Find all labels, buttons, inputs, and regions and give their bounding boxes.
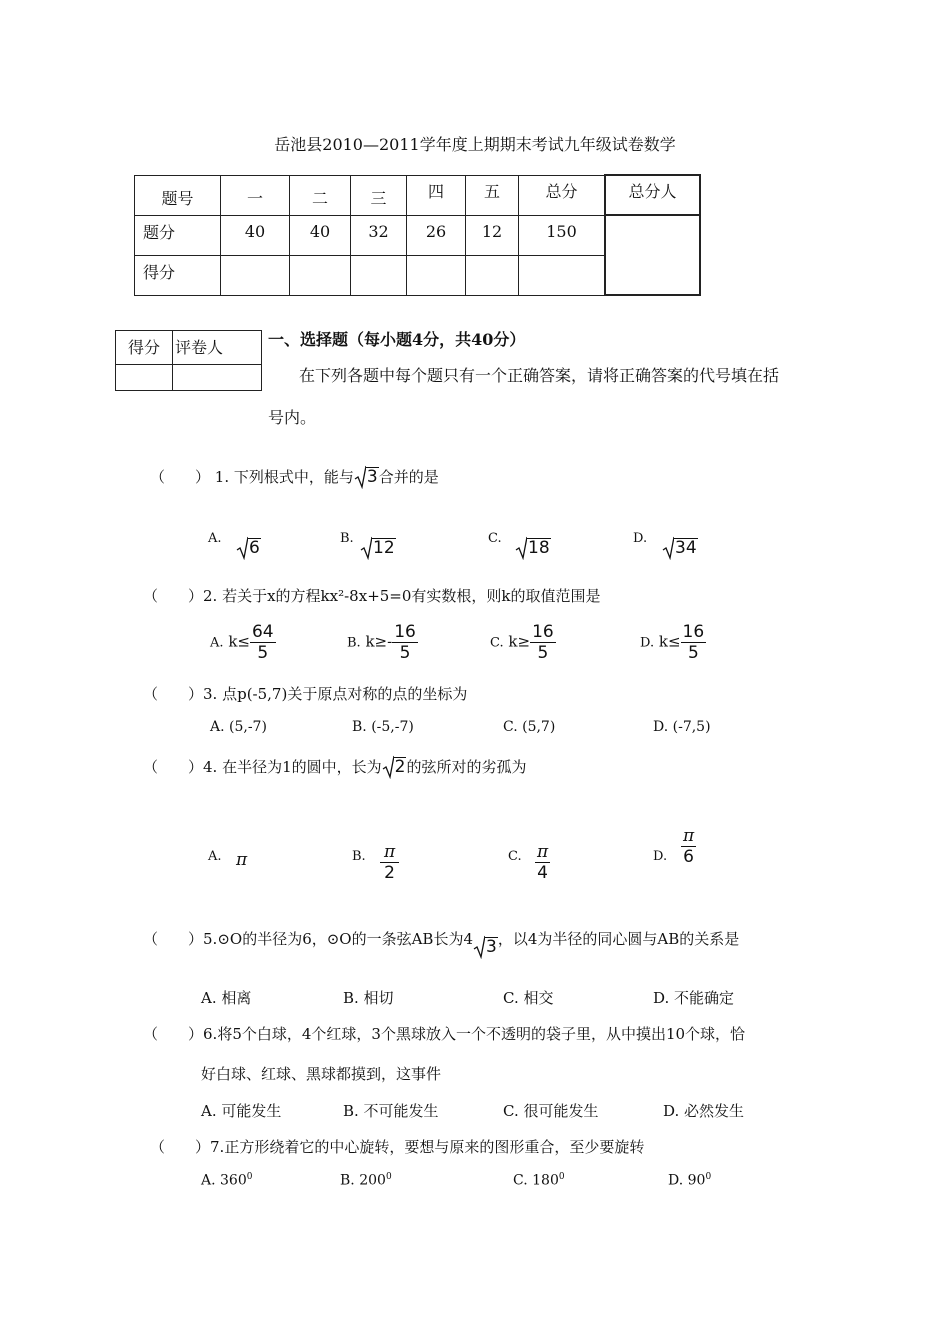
question-text: 7.正方形绕着它的中心旋转，要想与原来的图形重合，至少要旋转 bbox=[210, 1138, 645, 1156]
option-c[interactable]: C. 很可能发生 bbox=[503, 1102, 599, 1120]
option-b-value: 12 bbox=[360, 538, 396, 558]
grader-name-cell[interactable] bbox=[173, 365, 262, 391]
score-label: 得分 bbox=[135, 255, 221, 295]
score-cell[interactable] bbox=[290, 255, 351, 295]
question-6 bbox=[143, 1023, 745, 1044]
sqrt-expression: 2 bbox=[382, 757, 407, 777]
option-b[interactable]: B. 不可能发生 bbox=[343, 1102, 439, 1120]
points-cell: 32 bbox=[351, 215, 407, 255]
question-text: 1. 下列根式中，能与 bbox=[214, 468, 354, 486]
option-d[interactable]: D. bbox=[653, 849, 668, 864]
question-1 bbox=[150, 466, 439, 487]
answer-paren[interactable]: （ ） bbox=[143, 587, 204, 605]
option-a[interactable]: A. bbox=[208, 531, 222, 546]
question-6-cont: 好白球、红球、黑球都摸到，这事件 bbox=[201, 1065, 442, 1083]
question-text: 5.⊙O的半径为6，⊙O的一条弦AB长为4 bbox=[203, 930, 474, 948]
answer-paren[interactable]: （ ） bbox=[150, 468, 211, 486]
section-heading: 一、选择题（每小题4分，共40分） bbox=[268, 330, 526, 349]
answer-paren[interactable]: （ ） bbox=[143, 1025, 204, 1043]
option-d[interactable]: D. k≤ $\frac{16}{5}$ bbox=[640, 622, 705, 663]
grader-score-cell[interactable] bbox=[116, 365, 173, 391]
score-cell[interactable] bbox=[221, 255, 290, 295]
option-c[interactable]: C. $180^0$ bbox=[513, 1172, 565, 1189]
option-a[interactable]: A. k≤ $\frac{64}{5}$ bbox=[210, 622, 274, 663]
points-cell: 40 bbox=[290, 215, 351, 255]
option-b[interactable]: B. k≥- $\frac{16}{5}$ bbox=[347, 622, 416, 663]
question-text: 2. 若关于x的方程kx²-8x+5=0有实数根，则k的取值范围是 bbox=[203, 587, 601, 605]
question-5 bbox=[143, 928, 740, 957]
radical-sign-icon bbox=[515, 536, 527, 560]
points-cell: 12 bbox=[466, 215, 519, 255]
option-c-value: 18 bbox=[515, 538, 551, 558]
question-7 bbox=[150, 1136, 644, 1157]
option-d[interactable]: D. (-7,5) bbox=[653, 719, 711, 735]
sqrt-expression: 3 bbox=[354, 467, 379, 487]
score-cell[interactable] bbox=[351, 255, 407, 295]
points-cell: 150 bbox=[519, 215, 606, 255]
grader-name-label: 评卷人 bbox=[173, 331, 262, 365]
option-a[interactable]: A. bbox=[208, 849, 222, 864]
option-b[interactable]: B. 相切 bbox=[343, 989, 394, 1007]
option-a[interactable]: A. (5,-7) bbox=[210, 719, 267, 735]
points-label: 题分 bbox=[135, 215, 221, 255]
option-d[interactable]: D. $90^0$ bbox=[668, 1172, 712, 1189]
sqrt-expression: 3 bbox=[473, 937, 498, 957]
header-cell: 总分 bbox=[519, 175, 606, 215]
option-c[interactable]: C. bbox=[508, 849, 522, 864]
header-cell: 三 bbox=[351, 175, 407, 215]
header-cell: 一 bbox=[221, 175, 290, 215]
answer-paren[interactable]: （ ） bbox=[143, 930, 204, 948]
header-cell: 二 bbox=[290, 175, 351, 215]
option-d[interactable]: D. bbox=[633, 531, 648, 546]
grader-box bbox=[115, 330, 262, 391]
score-cell[interactable] bbox=[407, 255, 466, 295]
question-text: 3. 点p(-5,7)关于原点对称的点的坐标为 bbox=[203, 685, 468, 703]
question-3 bbox=[143, 683, 467, 704]
option-a-value: 6 bbox=[236, 538, 261, 558]
option-d[interactable]: D. 必然发生 bbox=[663, 1102, 745, 1120]
score-cell[interactable] bbox=[519, 255, 606, 295]
option-a[interactable]: A. $360^0$ bbox=[201, 1172, 253, 1189]
question-text-end: ，以4为半径的同心圆与AB的关系是 bbox=[497, 930, 740, 948]
option-b[interactable]: B. bbox=[340, 531, 354, 546]
option-c[interactable]: C. bbox=[488, 531, 502, 546]
grader-score-label: 得分 bbox=[116, 331, 173, 365]
radical-sign-icon bbox=[382, 755, 394, 779]
section-instruction-cont: 号内。 bbox=[268, 408, 317, 427]
option-d[interactable]: D. 不能确定 bbox=[653, 989, 735, 1007]
answer-paren[interactable]: （ ） bbox=[143, 758, 204, 776]
question-text-end: 合并的是 bbox=[378, 468, 439, 486]
radical-sign-icon bbox=[354, 465, 366, 489]
radical-sign-icon bbox=[360, 536, 372, 560]
question-2 bbox=[143, 585, 601, 606]
radical-sign-icon bbox=[473, 935, 485, 959]
option-c-value: $\frac{\pi}{4}$ bbox=[537, 842, 549, 883]
radical-sign-icon bbox=[662, 536, 674, 560]
option-c[interactable]: C. 相交 bbox=[503, 989, 554, 1007]
option-c[interactable]: C. (5,7) bbox=[503, 719, 556, 735]
question-text-end: 的弦所对的劣孤为 bbox=[406, 758, 527, 776]
option-b[interactable]: B. (-5,-7) bbox=[352, 719, 414, 735]
score-cell[interactable] bbox=[466, 255, 519, 295]
option-a[interactable]: A. 相离 bbox=[201, 989, 252, 1007]
question-4 bbox=[143, 756, 526, 777]
question-text: 6.将5个白球，4个红球，3个黑球放入一个不透明的袋子里，从中摸出10个球，恰 bbox=[203, 1025, 746, 1043]
total-scorer-header: 总分人 bbox=[605, 175, 700, 215]
answer-paren[interactable]: （ ） bbox=[143, 685, 204, 703]
header-cell: 四 bbox=[407, 175, 466, 215]
answer-paren[interactable]: （ ） bbox=[150, 1138, 211, 1156]
option-b-value: $\frac{\pi}{2}$ bbox=[380, 842, 399, 883]
option-c[interactable]: C. k≥ $\frac{16}{5}$ bbox=[490, 622, 554, 663]
option-b[interactable]: B. $200^0$ bbox=[340, 1172, 392, 1189]
radical-sign-icon bbox=[236, 536, 248, 560]
option-a-value: π bbox=[236, 850, 248, 870]
score-table bbox=[134, 174, 701, 296]
question-text: 4. 在半径为1的圆中，长为 bbox=[203, 758, 382, 776]
page-title: 岳池县2010—2011学年度上期期末考试九年级试卷数学 bbox=[274, 135, 676, 154]
points-cell: 40 bbox=[221, 215, 290, 255]
option-d-value: $\frac{\pi}{6}$ bbox=[683, 826, 695, 867]
option-a[interactable]: A. 可能发生 bbox=[201, 1102, 282, 1120]
section-instruction: 在下列各题中每个题只有一个正确答案，请将正确答案的代号填在括 bbox=[299, 366, 780, 385]
points-cell: 26 bbox=[407, 215, 466, 255]
header-cell: 五 bbox=[466, 175, 519, 215]
total-scorer-cell[interactable] bbox=[605, 215, 700, 295]
option-d-value: 34 bbox=[662, 538, 698, 558]
option-b[interactable]: B. bbox=[352, 849, 366, 864]
header-cell: 题号 bbox=[135, 175, 221, 215]
